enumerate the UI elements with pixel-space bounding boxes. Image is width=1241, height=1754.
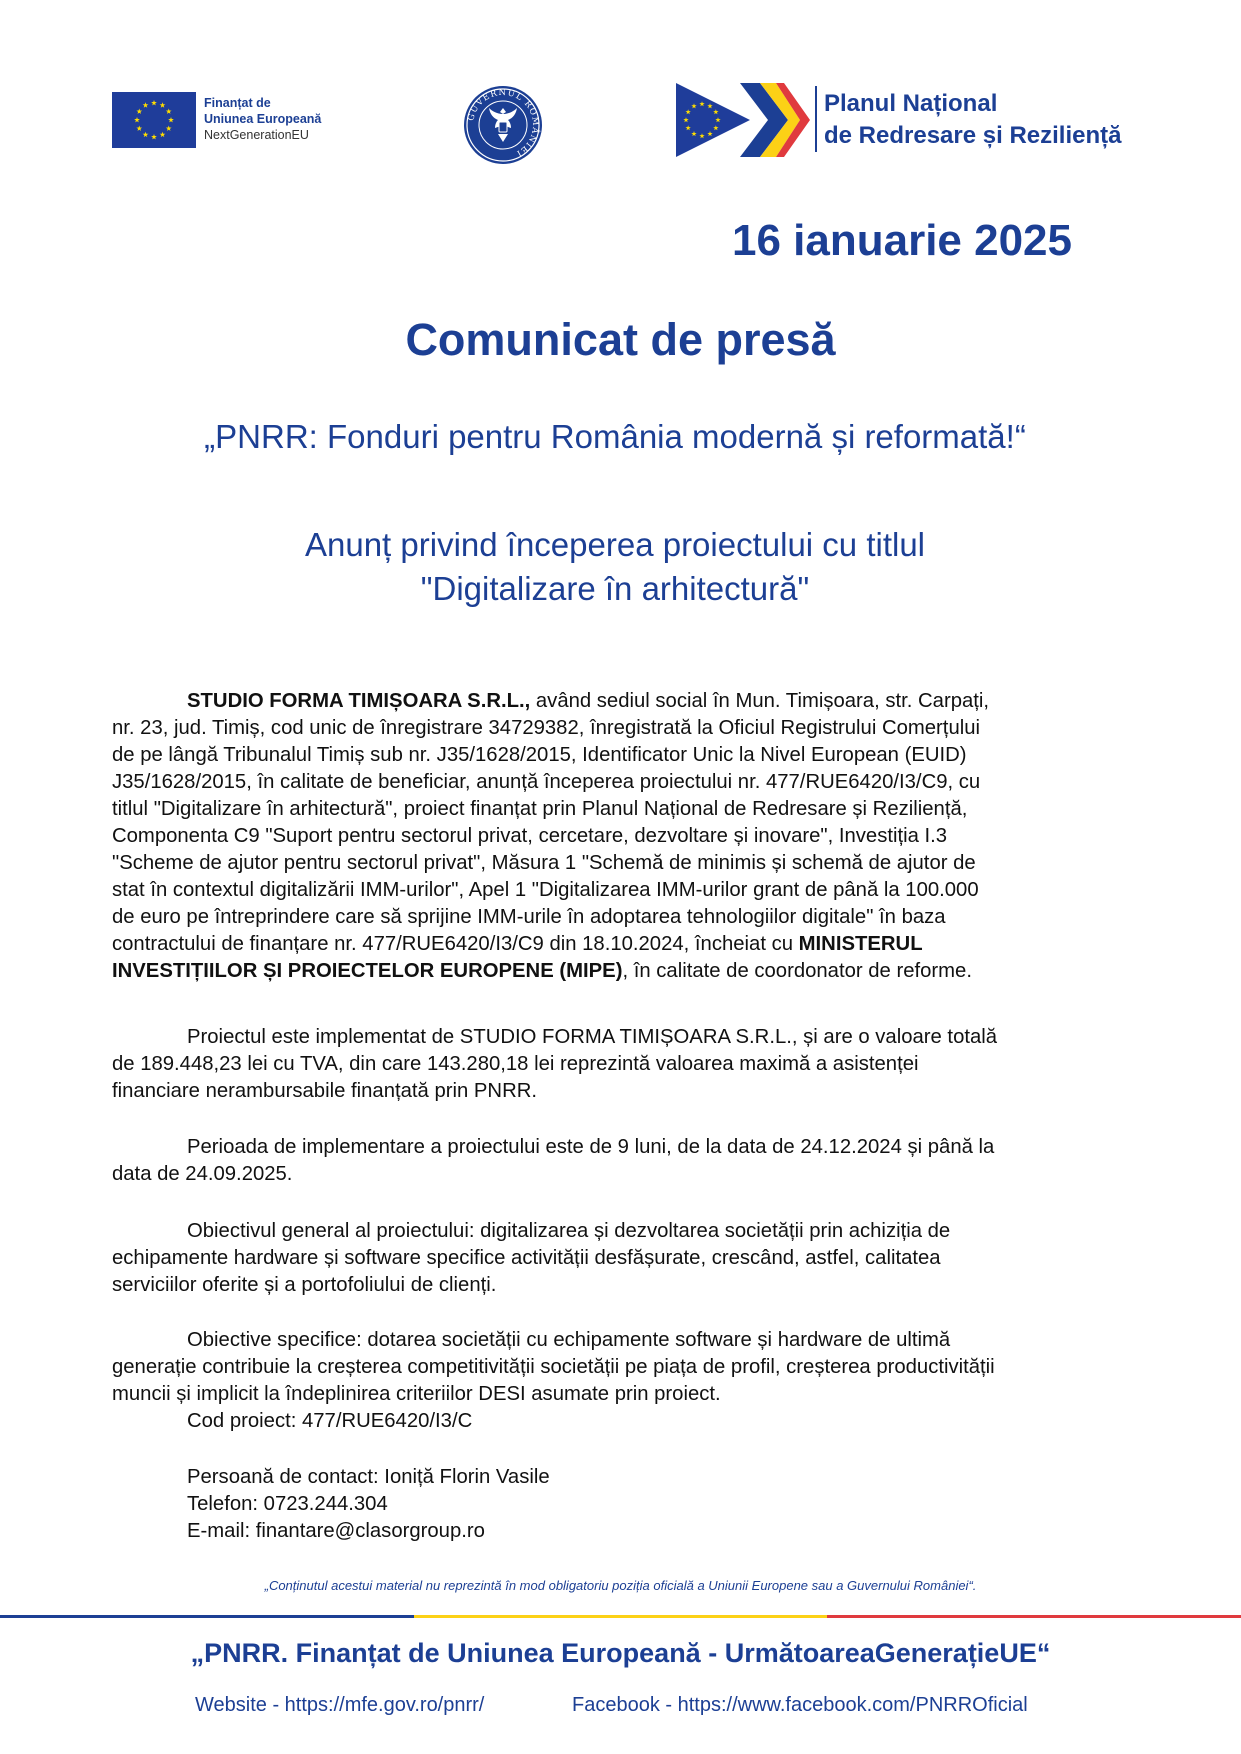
p1-line-3: de pe lângă Tribunalul Timiș sub nr. J35/1628/2015, Identificator Unic la Nivel European (EUID) — [112, 744, 967, 766]
eu-flag-logo — [112, 92, 196, 148]
eu-line-1: Finanțat de — [204, 96, 271, 110]
p1-line-9: de euro pe întreprindere care să sprijine IMM-urile în adoptarea tehnologiilor digitale" în baza — [112, 906, 946, 928]
footer-stripe-yellow — [414, 1615, 827, 1618]
paragraph-value — [112, 1024, 1106, 1105]
government-seal-logo — [462, 84, 544, 166]
p3-line-1: Perioada de implementare a proiectului este de 9 luni, de la data de 24.12.2024 și până la — [187, 1136, 995, 1158]
p4-line-1: Obiectivul general al proiectului: digitalizarea și dezvoltarea societății prin achiziția de — [187, 1220, 951, 1242]
pnrr-title — [824, 88, 1121, 152]
page-title: Comunicat de presă — [405, 314, 836, 365]
seal-text: GUVERNUL ROMÂNIEI — [466, 87, 541, 159]
ministry-name-2: INVESTIȚIILOR ȘI PROIECTELOR EUROPENE (MIPE) — [112, 960, 623, 982]
p1-line-7: "Scheme de ajutor pentru sectorul privat", Măsura 1 "Schemă de minimis și schemă de ajutor de — [112, 852, 976, 874]
p4-line-3: serviciilor oferite și a portofoliului de clienți. — [112, 1274, 497, 1296]
p4-line-2: echipamente hardware și software specifice activității desfășurate, crescând, astfel, calitatea — [112, 1247, 941, 1269]
company-name: STUDIO FORMA TIMIȘOARA S.R.L., — [187, 690, 531, 712]
p3-line-2: data de 24.09.2025. — [112, 1163, 293, 1185]
paragraph-period — [112, 1134, 1106, 1188]
paragraph-intro — [112, 688, 1106, 985]
contact-person: Persoană de contact: Ioniță Florin Vasile — [187, 1466, 550, 1488]
contact-phone: Telefon: 0723.244.304 — [187, 1493, 388, 1515]
facebook-link[interactable]: Facebook - https://www.facebook.com/PNRROficial — [572, 1694, 1028, 1716]
p1-line-5: titlul "Digitalizare în arhitectură", proiect finanțat prin Planul Național de Redresare și Reziliență, — [112, 798, 968, 820]
slogan: „PNRR: Fonduri pentru România modernă și reformată!“ — [204, 418, 1026, 455]
announcement-line-2: "Digitalizare în arhitectură" — [420, 570, 810, 607]
footer-title: „PNRR. Finanțat de Uniunea Europeană - UrmătoareaGenerațieUE“ — [190, 1638, 1051, 1668]
pnrr-separator — [815, 86, 817, 152]
p5-line-2: generație contribuie la creșterea competitivității societății pe piața de profil, creșterea productivității — [112, 1356, 995, 1378]
contact-block — [187, 1464, 550, 1545]
p2-line-3: financiare nerambursabile finanțată prin PNRR. — [112, 1080, 537, 1102]
p1-line-6: Componenta C9 "Suport pentru sectorul privat, cercetare, dezvoltare și inovare", Investiția I.3 — [112, 825, 948, 847]
press-release-date: 16 ianuarie 2025 — [731, 216, 1072, 265]
p1-line-1: având sediul social în Mun. Timișoara, str. Carpați, — [530, 690, 990, 712]
p2-line-1: Proiectul este implementat de STUDIO FORMA TIMIȘOARA S.R.L., și are o valoare totală — [187, 1026, 998, 1048]
p1-line-2: nr. 23, jud. Timiș, cod unic de înregistrare 34729382, înregistrată la Oficiul Registrului Comerțului — [112, 717, 981, 739]
paragraph-specific-objectives — [112, 1327, 1106, 1435]
eu-funding-text — [204, 95, 321, 143]
project-code: Cod proiect: 477/RUE6420/I3/C — [187, 1410, 473, 1432]
pnrr-logo-mark — [676, 83, 810, 157]
p1-line-4: J35/1628/2015, în calitate de beneficiar, anunță începerea proiectului nr. 477/RUE6420/I3/C9, cu — [112, 771, 981, 793]
p5-line-1: Obiective specifice: dotarea societății cu echipamente software și hardware de ultimă — [187, 1329, 951, 1351]
pnrr-title-line-1: Planul Național — [824, 90, 998, 117]
eu-line-2: Uniunea Europeană — [204, 112, 322, 126]
p1-line-8: stat în contextul digitalizării IMM-urilor", Apel 1 "Digitalizarea IMM-urilor grant de până la 100.000 — [112, 879, 979, 901]
p2-line-2: de 189.448,23 lei cu TVA, din care 143.280,18 lei reprezintă valoarea maximă a asistenței — [112, 1053, 919, 1075]
p1-line-10: contractului de finanțare nr. 477/RUE6420/I3/C9 din 18.10.2024, încheiat cu — [112, 933, 799, 955]
paragraph-general-objective — [112, 1218, 1106, 1299]
contact-email: E-mail: finantare@clasorgroup.ro — [187, 1520, 485, 1542]
footer-stripe-red — [827, 1615, 1241, 1618]
disclaimer: „Conținutul acestui material nu reprezintă în mod obligatoriu poziția oficială a Uniunii Europene sau a Guvernului României“. — [264, 1578, 977, 1593]
p1-line-11: , în calitate de coordonator de reforme. — [622, 960, 972, 982]
ministry-name-1: MINISTERUL — [798, 933, 923, 955]
announcement-title — [0, 523, 1230, 611]
pnrr-title-line-2: de Redresare și Reziliență — [824, 122, 1122, 149]
p5-line-3: muncii și implicit la îndeplinirea criteriilor DESI asumate prin proiect. — [112, 1383, 721, 1405]
eu-line-3: NextGenerationEU — [204, 128, 309, 142]
footer-stripe-blue — [0, 1615, 414, 1618]
website-link[interactable]: Website - https://mfe.gov.ro/pnrr/ — [195, 1694, 485, 1716]
announcement-line-1: Anunț privind începerea proiectului cu titlul — [304, 526, 926, 563]
